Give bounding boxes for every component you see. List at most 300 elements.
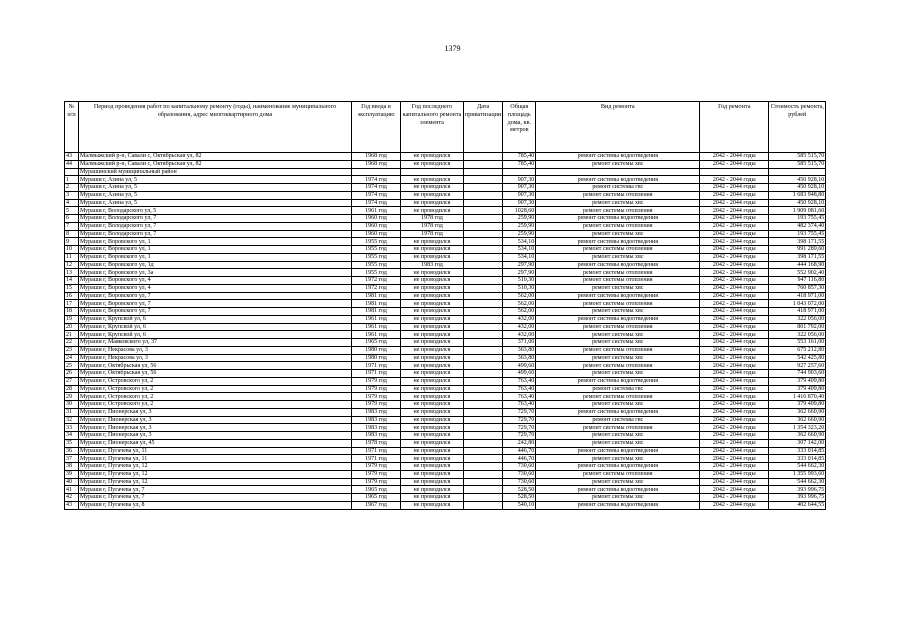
cell-commission-year: 1979 год <box>352 385 401 393</box>
table-row <box>65 486 826 494</box>
cell-privatization-date <box>464 300 503 308</box>
cell-row-number: 17 <box>65 300 79 308</box>
cell-repair-type: ремонт системы водоотведения <box>536 463 700 471</box>
table-row <box>65 222 826 230</box>
cell-row-number: 5 <box>65 207 79 215</box>
cell-repair-type: ремонт системы водоотведения <box>536 501 700 509</box>
cell-repair-type: ремонт системы водоотведения <box>536 238 700 246</box>
cell-last-repair-year: не проводился <box>401 292 464 300</box>
cell-repair-type: ремонт системы водоотведения <box>536 153 700 161</box>
cell-privatization-date <box>464 339 503 347</box>
cell-total-area: 499,60 <box>503 362 536 370</box>
table-row <box>65 408 826 416</box>
cell-repair-year: 2042 - 2044 годы <box>700 215 769 223</box>
cell-commission-year: 1981 год <box>352 300 401 308</box>
cell-commission-year: 1965 год <box>352 339 401 347</box>
cell-repair-cost: 379 409,80 <box>769 385 826 393</box>
cell-address: Мураши г, Пионерская ул, 3 <box>79 408 352 416</box>
table-row <box>65 160 826 168</box>
cell-row-number: 32 <box>65 416 79 424</box>
section-row <box>65 168 826 176</box>
table-row <box>65 191 826 199</box>
cell-total-area: 562,00 <box>503 300 536 308</box>
table-row <box>65 207 826 215</box>
cell-last-repair-year: не проводился <box>401 486 464 494</box>
cell-total-area: 432,00 <box>503 331 536 339</box>
section-empty-cell <box>536 168 700 176</box>
cell-last-repair-year: не проводился <box>401 377 464 385</box>
cell-total-area: 763,40 <box>503 393 536 401</box>
table-row <box>65 346 826 354</box>
header-number: № п/п <box>65 102 79 153</box>
cell-repair-cost: 307 142,00 <box>769 439 826 447</box>
cell-row-number: 2 <box>65 184 79 192</box>
cell-repair-cost: 362 660,90 <box>769 432 826 440</box>
cell-address: Мураши г, Островского ул, 2 <box>79 401 352 409</box>
cell-last-repair-year: не проводился <box>401 478 464 486</box>
cell-repair-year: 2042 - 2044 годы <box>700 191 769 199</box>
cell-repair-cost: 322 056,00 <box>769 315 826 323</box>
cell-total-area: 785,40 <box>503 153 536 161</box>
cell-address: Мураши г, Крупской ул, 6 <box>79 323 352 331</box>
cell-repair-cost: 450 928,10 <box>769 199 826 207</box>
cell-repair-year: 2042 - 2044 годы <box>700 362 769 370</box>
cell-row-number: 8 <box>65 230 79 238</box>
cell-repair-cost: 444 168,90 <box>769 261 826 269</box>
cell-repair-type: ремонт системы отопления <box>536 207 700 215</box>
cell-address: Мураши г, Воровского ул, 4 <box>79 277 352 285</box>
cell-commission-year: 1980 год <box>352 354 401 362</box>
cell-repair-year: 2042 - 2044 годы <box>700 393 769 401</box>
cell-row-number: 39 <box>65 470 79 478</box>
cell-repair-cost: 450 928,10 <box>769 184 826 192</box>
cell-address: Мураши г, Воровского ул, 3а <box>79 269 352 277</box>
cell-commission-year: 1968 год <box>352 153 401 161</box>
cell-repair-year: 2042 - 2044 годы <box>700 346 769 354</box>
cell-repair-type: ремонт системы хвс <box>536 308 700 316</box>
cell-repair-cost: 947 116,80 <box>769 277 826 285</box>
cell-privatization-date <box>464 432 503 440</box>
cell-total-area: 363,80 <box>503 354 536 362</box>
table-row <box>65 253 826 261</box>
cell-privatization-date <box>464 308 503 316</box>
cell-row-number: 3 <box>65 191 79 199</box>
table-row <box>65 393 826 401</box>
cell-address: Мураши г, Некрасова ул, 3 <box>79 346 352 354</box>
section-empty-cell <box>769 168 826 176</box>
cell-address: Мураши г, Азина ул, 5 <box>79 176 352 184</box>
header-last-repair-year: Год последнего капитального ремонта элемента <box>401 102 464 153</box>
cell-commission-year: 1979 год <box>352 463 401 471</box>
cell-address: Мураши г, Воровского ул, 7 <box>79 292 352 300</box>
cell-address: Мураши г, Островского ул, 2 <box>79 385 352 393</box>
cell-commission-year: 1965 год <box>352 486 401 494</box>
cell-address: Мураши г, Крупской ул, 6 <box>79 315 352 323</box>
cell-commission-year: 1955 год <box>352 269 401 277</box>
cell-address: Мураши г, Пугачева ул, 11 <box>79 447 352 455</box>
cell-privatization-date <box>464 401 503 409</box>
cell-repair-cost: 322 056,00 <box>769 331 826 339</box>
cell-repair-type: ремонт системы отопления <box>536 424 700 432</box>
cell-privatization-date <box>464 393 503 401</box>
cell-repair-year: 2042 - 2044 годы <box>700 424 769 432</box>
cell-address: Мураши г, Пионерская ул, 3 <box>79 416 352 424</box>
cell-privatization-date <box>464 277 503 285</box>
table-row <box>65 494 826 502</box>
cell-total-area: 540,10 <box>503 501 536 509</box>
cell-commission-year: 1955 год <box>352 261 401 269</box>
cell-repair-type: ремонт системы водоотведения <box>536 408 700 416</box>
cell-repair-type: ремонт системы отопления <box>536 470 700 478</box>
table-row <box>65 153 826 161</box>
cell-repair-cost: 398 171,55 <box>769 253 826 261</box>
cell-repair-cost: 482 374,40 <box>769 222 826 230</box>
cell-row-number: 1 <box>65 176 79 184</box>
cell-row-number: 43 <box>65 501 79 509</box>
cell-row-number: 27 <box>65 377 79 385</box>
cell-address: Мураши г, Пугачева ул, 11 <box>79 455 352 463</box>
cell-commission-year: 1979 год <box>352 478 401 486</box>
cell-repair-cost: 193 755,45 <box>769 215 826 223</box>
cell-privatization-date <box>464 408 503 416</box>
cell-last-repair-year: не проводился <box>401 199 464 207</box>
table-row <box>65 416 826 424</box>
cell-last-repair-year: не проводился <box>401 501 464 509</box>
cell-address: Мураши г, Воровского ул, 4 <box>79 284 352 292</box>
cell-repair-type: ремонт системы хвс <box>536 401 700 409</box>
cell-row-number: 15 <box>65 284 79 292</box>
cell-repair-type: ремонт системы гвс <box>536 416 700 424</box>
cell-row-number: 30 <box>65 401 79 409</box>
cell-repair-cost: 991 289,60 <box>769 246 826 254</box>
cell-commission-year: 1967 год <box>352 501 401 509</box>
cell-total-area: 242,80 <box>503 439 536 447</box>
cell-repair-cost: 585 515,70 <box>769 160 826 168</box>
cell-address: Мураши г, Володарского ул, 5 <box>79 207 352 215</box>
cell-total-area: 730,60 <box>503 470 536 478</box>
cell-repair-type: ремонт системы хвс <box>536 284 700 292</box>
cell-privatization-date <box>464 176 503 184</box>
cell-repair-year: 2042 - 2044 годы <box>700 470 769 478</box>
cell-total-area: 907,30 <box>503 191 536 199</box>
cell-repair-cost: 1 683 948,80 <box>769 191 826 199</box>
cell-repair-year: 2042 - 2044 годы <box>700 463 769 471</box>
header-commission-year: Год ввода в эксплуатацию <box>352 102 401 153</box>
table-row <box>65 470 826 478</box>
cell-row-number: 33 <box>65 424 79 432</box>
cell-commission-year: 1979 год <box>352 377 401 385</box>
cell-repair-year: 2042 - 2044 годы <box>700 370 769 378</box>
cell-repair-cost: 393 996,75 <box>769 494 826 502</box>
table-row <box>65 501 826 509</box>
cell-repair-type: ремонт системы хвс <box>536 494 700 502</box>
cell-commission-year: 1961 год <box>352 323 401 331</box>
cell-row-number: 22 <box>65 339 79 347</box>
cell-commission-year: 1960 год <box>352 230 401 238</box>
cell-total-area: 562,00 <box>503 308 536 316</box>
cell-privatization-date <box>464 377 503 385</box>
cell-total-area: 907,30 <box>503 176 536 184</box>
cell-last-repair-year: не проводился <box>401 184 464 192</box>
cell-last-repair-year: не проводился <box>401 153 464 161</box>
cell-address: Мураши г, Пугачева ул, 12 <box>79 470 352 478</box>
cell-repair-type: ремонт системы отопления <box>536 246 700 254</box>
cell-last-repair-year: не проводился <box>401 160 464 168</box>
cell-repair-year: 2042 - 2044 годы <box>700 432 769 440</box>
cell-row-number: 20 <box>65 323 79 331</box>
cell-repair-type: ремонт системы водоотведения <box>536 176 700 184</box>
cell-total-area: 432,00 <box>503 323 536 331</box>
cell-privatization-date <box>464 238 503 246</box>
cell-repair-year: 2042 - 2044 годы <box>700 339 769 347</box>
cell-repair-cost: 450 928,10 <box>769 176 826 184</box>
cell-commission-year: 1972 год <box>352 284 401 292</box>
cell-total-area: 510,30 <box>503 277 536 285</box>
table-row <box>65 308 826 316</box>
cell-repair-type: ремонт системы отопления <box>536 346 700 354</box>
table-row <box>65 463 826 471</box>
cell-privatization-date <box>464 486 503 494</box>
cell-last-repair-year: не проводился <box>401 416 464 424</box>
cell-row-number: 34 <box>65 432 79 440</box>
cell-repair-cost: 542 425,80 <box>769 354 826 362</box>
cell-total-area: 785,40 <box>503 160 536 168</box>
cell-total-area: 763,40 <box>503 401 536 409</box>
cell-commission-year: 1955 год <box>352 246 401 254</box>
cell-total-area: 363,80 <box>503 346 536 354</box>
cell-total-area: 528,50 <box>503 486 536 494</box>
cell-row-number: 44 <box>65 160 79 168</box>
table-row <box>65 300 826 308</box>
table-row <box>65 478 826 486</box>
cell-repair-year: 2042 - 2044 годы <box>700 439 769 447</box>
cell-repair-type: ремонт системы хвс <box>536 439 700 447</box>
table-row <box>65 269 826 277</box>
cell-repair-cost: 927 257,60 <box>769 362 826 370</box>
cell-last-repair-year: 1983 год <box>401 261 464 269</box>
table-row <box>65 184 826 192</box>
capital-repair-table <box>64 101 826 510</box>
cell-address: Мураши г, Володарского ул, 7 <box>79 230 352 238</box>
cell-repair-year: 2042 - 2044 годы <box>700 455 769 463</box>
cell-repair-year: 2042 - 2044 годы <box>700 246 769 254</box>
cell-repair-type: ремонт системы хвс <box>536 370 700 378</box>
cell-total-area: 259,90 <box>503 222 536 230</box>
cell-last-repair-year: 1978 год <box>401 230 464 238</box>
cell-total-area: 259,90 <box>503 215 536 223</box>
cell-repair-type: ремонт системы водоотведения <box>536 377 700 385</box>
cell-address: Мураши г, Островского ул, 2 <box>79 377 352 385</box>
cell-row-number: 41 <box>65 486 79 494</box>
cell-repair-cost: 333 014,85 <box>769 447 826 455</box>
cell-total-area: 730,60 <box>503 478 536 486</box>
cell-repair-year: 2042 - 2044 годы <box>700 277 769 285</box>
cell-last-repair-year: не проводился <box>401 308 464 316</box>
cell-repair-cost: 585 515,70 <box>769 153 826 161</box>
table-row <box>65 261 826 269</box>
cell-repair-year: 2042 - 2044 годы <box>700 308 769 316</box>
cell-repair-year: 2042 - 2044 годы <box>700 486 769 494</box>
cell-address: Мураши г, Володарского ул, 7 <box>79 222 352 230</box>
section-empty-cell <box>401 168 464 176</box>
cell-repair-year: 2042 - 2044 годы <box>700 354 769 362</box>
cell-last-repair-year: не проводился <box>401 269 464 277</box>
cell-repair-year: 2042 - 2044 годы <box>700 261 769 269</box>
cell-total-area: 432,00 <box>503 315 536 323</box>
cell-commission-year: 1961 год <box>352 315 401 323</box>
table-row <box>65 315 826 323</box>
cell-repair-cost: 760 857,30 <box>769 284 826 292</box>
cell-privatization-date <box>464 424 503 432</box>
cell-repair-type: ремонт системы хвс <box>536 339 700 347</box>
cell-repair-cost: 1 416 870,40 <box>769 393 826 401</box>
cell-last-repair-year: не проводился <box>401 447 464 455</box>
cell-address: Мураши г, Октябрьская ул, 56 <box>79 362 352 370</box>
table-row <box>65 331 826 339</box>
cell-last-repair-year: не проводился <box>401 401 464 409</box>
cell-commission-year: 1960 год <box>352 215 401 223</box>
cell-commission-year: 1979 год <box>352 470 401 478</box>
cell-repair-year: 2042 - 2044 годы <box>700 385 769 393</box>
cell-repair-cost: 1 909 081,60 <box>769 207 826 215</box>
table-row <box>65 230 826 238</box>
cell-last-repair-year: не проводился <box>401 277 464 285</box>
cell-privatization-date <box>464 191 503 199</box>
cell-repair-year: 2042 - 2044 годы <box>700 478 769 486</box>
cell-repair-cost: 552 902,40 <box>769 269 826 277</box>
cell-last-repair-year: не проводился <box>401 354 464 362</box>
cell-repair-type: ремонт системы водоотведения <box>536 486 700 494</box>
cell-last-repair-year: не проводился <box>401 284 464 292</box>
cell-repair-type: ремонт системы хвс <box>536 230 700 238</box>
cell-address: Малмыжский р-н, Савали с, Октябрьская ул, 82 <box>79 160 352 168</box>
section-empty-cell <box>503 168 536 176</box>
cell-row-number: 43 <box>65 153 79 161</box>
table-row <box>65 176 826 184</box>
cell-row-number: 28 <box>65 385 79 393</box>
page-number: 1379 <box>444 44 461 53</box>
cell-total-area: 499,60 <box>503 370 536 378</box>
cell-privatization-date <box>464 354 503 362</box>
table-row <box>65 354 826 362</box>
cell-last-repair-year: не проводился <box>401 494 464 502</box>
cell-address: Мураши г, Октябрьская ул, 56 <box>79 370 352 378</box>
cell-commission-year: 1981 год <box>352 308 401 316</box>
cell-repair-year: 2042 - 2044 годы <box>700 222 769 230</box>
cell-commission-year: 1983 год <box>352 424 401 432</box>
cell-repair-type: ремонт системы отопления <box>536 393 700 401</box>
cell-repair-year: 2042 - 2044 годы <box>700 494 769 502</box>
cell-row-number: 7 <box>65 222 79 230</box>
cell-commission-year: 1983 год <box>352 432 401 440</box>
header-address: Период проведения работ по капитальному ремонту (годы), наименование муниципального образования, адрес многоквартирного дома <box>79 102 352 153</box>
cell-privatization-date <box>464 246 503 254</box>
cell-commission-year: 1980 год <box>352 346 401 354</box>
cell-privatization-date <box>464 501 503 509</box>
header-privatization-date: Дата приватизации <box>464 102 503 153</box>
cell-privatization-date <box>464 215 503 223</box>
cell-commission-year: 1971 год <box>352 455 401 463</box>
cell-total-area: 763,40 <box>503 377 536 385</box>
table-row <box>65 323 826 331</box>
cell-address: Мураши г, Пионерская ул, 3 <box>79 424 352 432</box>
cell-total-area: 763,40 <box>503 385 536 393</box>
cell-repair-type: ремонт системы водоотведения <box>536 315 700 323</box>
cell-repair-cost: 418 971,00 <box>769 292 826 300</box>
cell-repair-type: ремонт системы водоотведения <box>536 292 700 300</box>
cell-privatization-date <box>464 470 503 478</box>
cell-repair-year: 2042 - 2044 годы <box>700 284 769 292</box>
cell-commission-year: 1955 год <box>352 253 401 261</box>
cell-repair-cost: 1 043 072,00 <box>769 300 826 308</box>
cell-total-area: 562,00 <box>503 292 536 300</box>
cell-repair-year: 2042 - 2044 годы <box>700 153 769 161</box>
cell-address: Мураши г, Пугачева ул, 8 <box>79 501 352 509</box>
cell-repair-type: ремонт системы гвс <box>536 184 700 192</box>
cell-row-number: 9 <box>65 238 79 246</box>
cell-commission-year: 1961 год <box>352 207 401 215</box>
table-row <box>65 385 826 393</box>
cell-row-number: 16 <box>65 292 79 300</box>
cell-repair-type: ремонт системы отопления <box>536 269 700 277</box>
cell-privatization-date <box>464 362 503 370</box>
cell-privatization-date <box>464 323 503 331</box>
cell-repair-cost: 1 355 993,60 <box>769 470 826 478</box>
cell-privatization-date <box>464 455 503 463</box>
cell-address: Мураши г, Пугачева ул, 12 <box>79 478 352 486</box>
cell-last-repair-year: не проводился <box>401 346 464 354</box>
cell-total-area: 729,70 <box>503 432 536 440</box>
cell-repair-cost: 362 660,90 <box>769 408 826 416</box>
cell-row-number: 13 <box>65 269 79 277</box>
cell-repair-type: ремонт системы хвс <box>536 478 700 486</box>
cell-privatization-date <box>464 447 503 455</box>
cell-privatization-date <box>464 160 503 168</box>
cell-privatization-date <box>464 331 503 339</box>
cell-repair-cost: 553 161,00 <box>769 339 826 347</box>
cell-total-area: 534,10 <box>503 253 536 261</box>
cell-commission-year: 1971 год <box>352 370 401 378</box>
cell-repair-type: ремонт системы хвс <box>536 432 700 440</box>
cell-repair-cost: 801 792,00 <box>769 323 826 331</box>
cell-address: Мураши г, Крупской ул, 6 <box>79 331 352 339</box>
cell-repair-year: 2042 - 2044 годы <box>700 230 769 238</box>
cell-last-repair-year: не проводился <box>401 362 464 370</box>
cell-commission-year: 1979 год <box>352 393 401 401</box>
cell-repair-type: ремонт системы водоотведения <box>536 215 700 223</box>
cell-last-repair-year: не проводился <box>401 432 464 440</box>
cell-repair-cost: 402 644,55 <box>769 501 826 509</box>
cell-row-number: 40 <box>65 478 79 486</box>
cell-privatization-date <box>464 494 503 502</box>
cell-repair-type: ремонт системы отопления <box>536 191 700 199</box>
header-repair-cost: Стоимость ремонта, рублей <box>769 102 826 153</box>
cell-last-repair-year: 1978 год <box>401 222 464 230</box>
cell-last-repair-year: не проводился <box>401 385 464 393</box>
cell-row-number: 4 <box>65 199 79 207</box>
cell-row-number: 42 <box>65 494 79 502</box>
table-row <box>65 238 826 246</box>
cell-repair-type: ремонт системы хвс <box>536 455 700 463</box>
table-row <box>65 401 826 409</box>
cell-repair-year: 2042 - 2044 годы <box>700 323 769 331</box>
cell-repair-type: ремонт системы отопления <box>536 277 700 285</box>
header-repair-year: Год ремонта <box>700 102 769 153</box>
cell-repair-cost: 418 971,00 <box>769 308 826 316</box>
cell-last-repair-year: не проводился <box>401 463 464 471</box>
cell-last-repair-year: не проводился <box>401 370 464 378</box>
cell-privatization-date <box>464 439 503 447</box>
